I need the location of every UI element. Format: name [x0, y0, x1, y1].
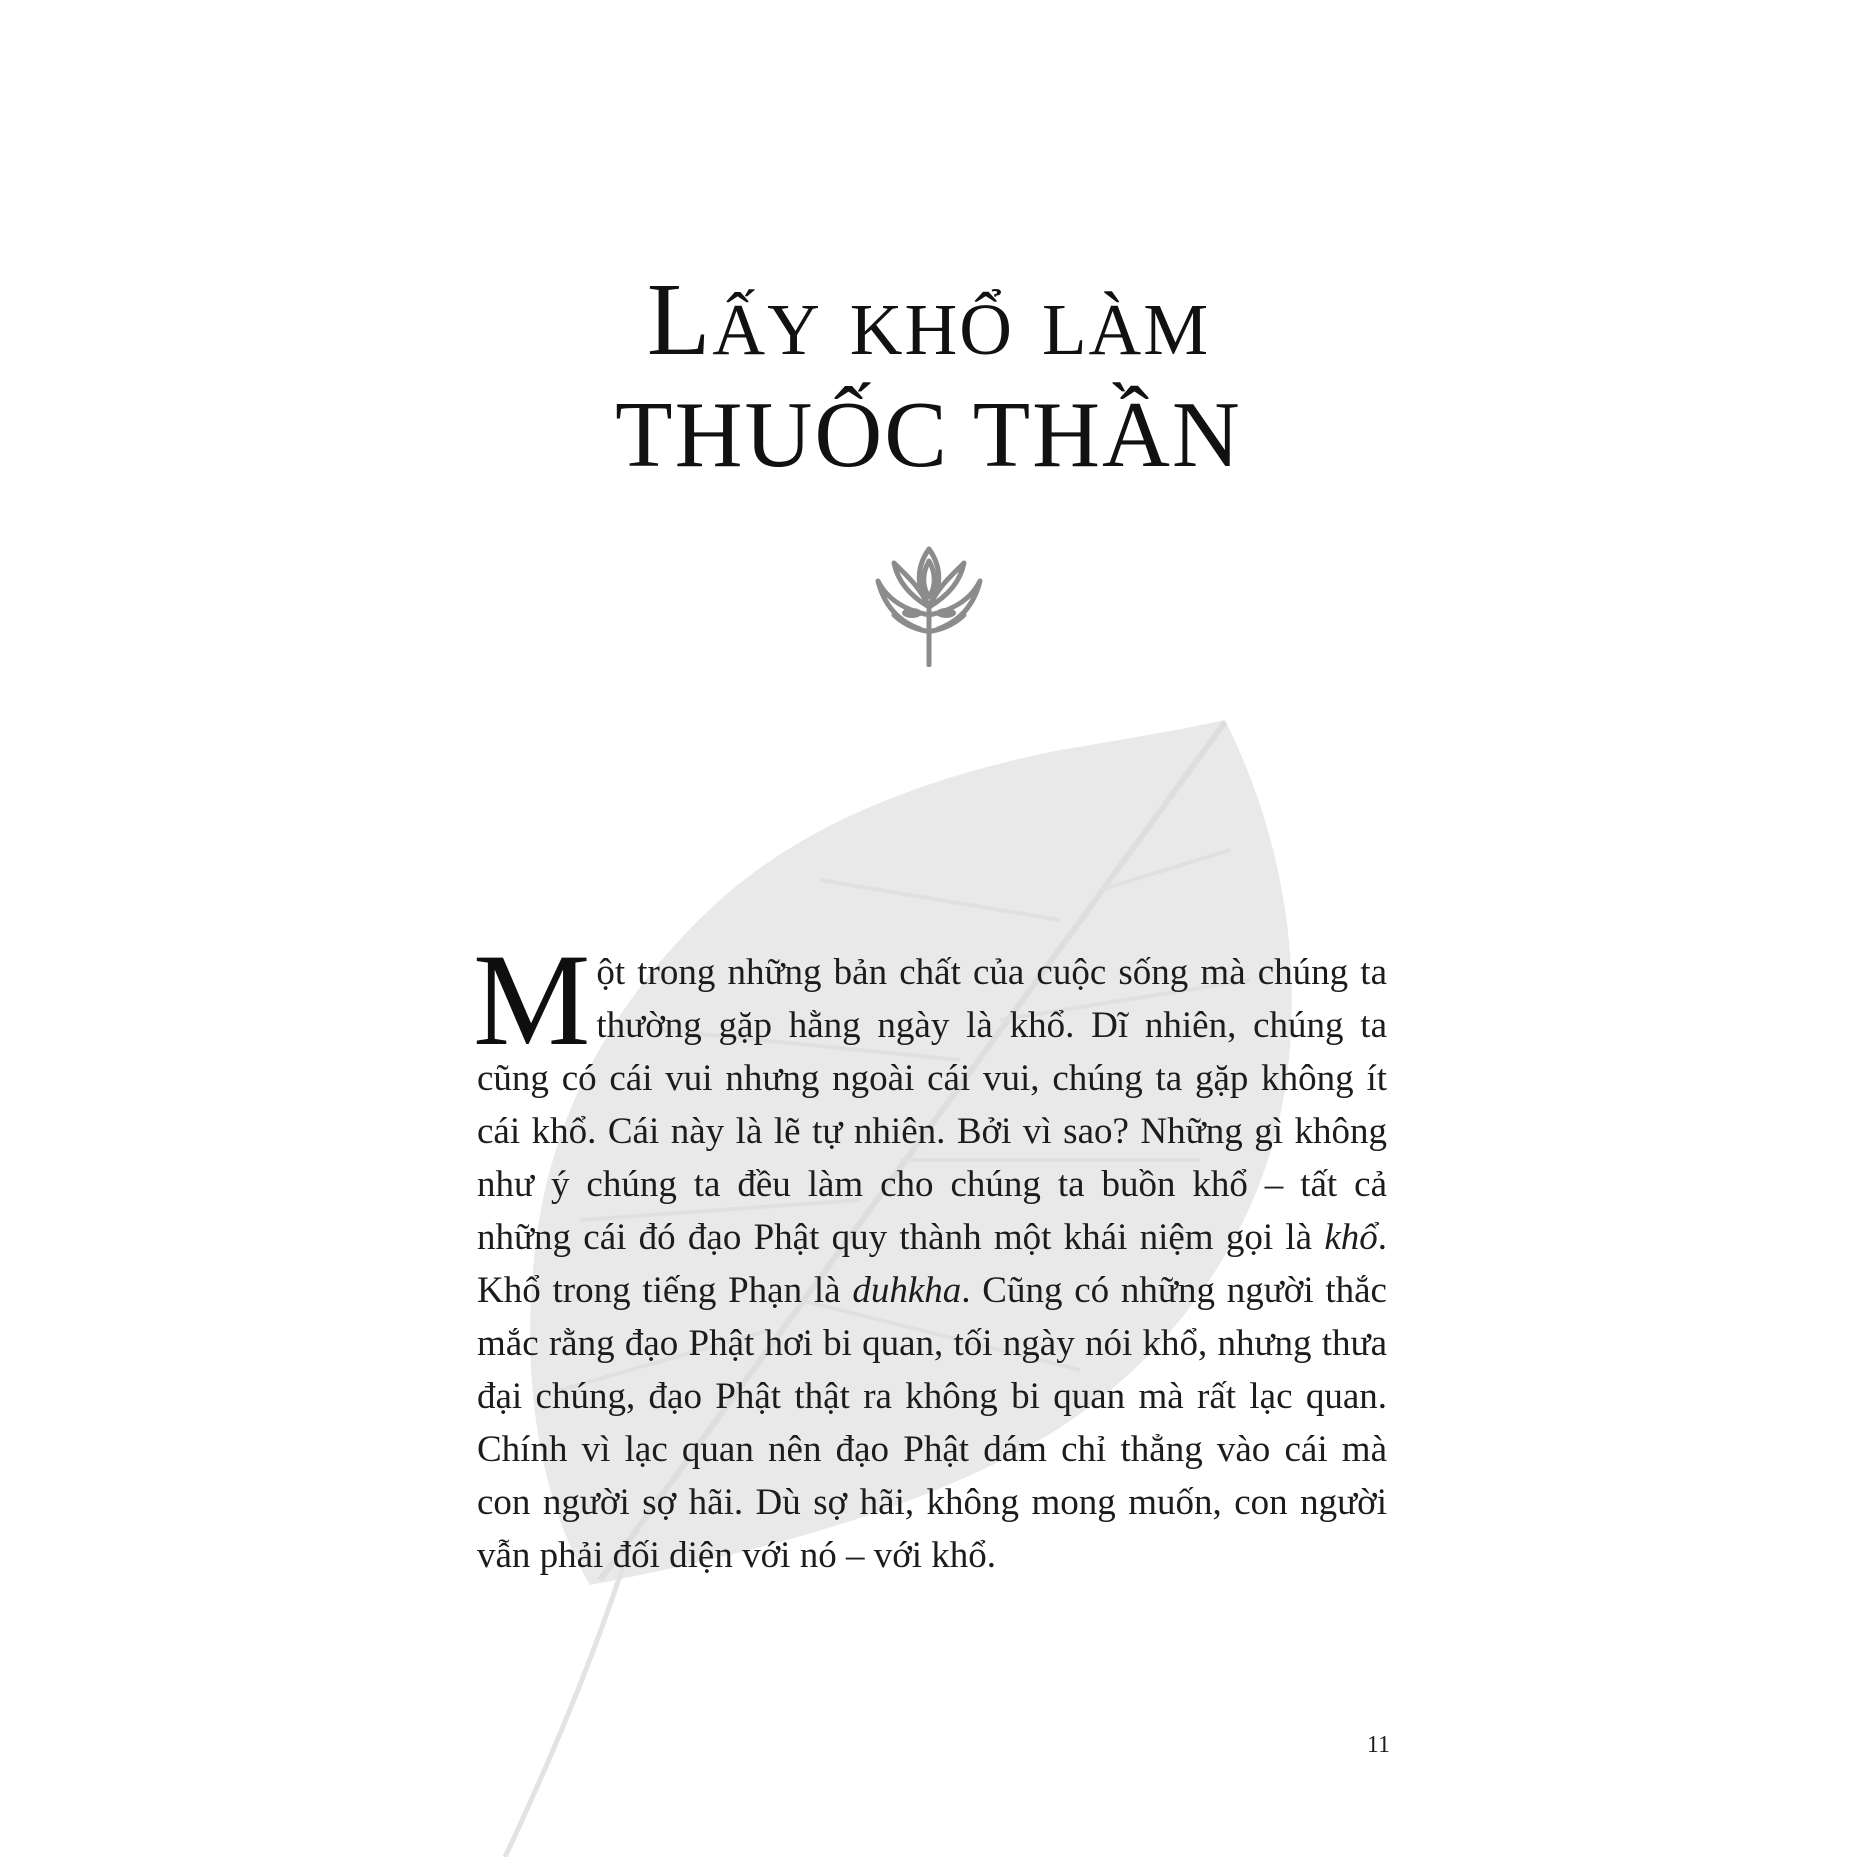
- chapter-title-line-1: Lấy khổ làm: [646, 262, 1211, 377]
- body-text-part-1: ột trong những bản chất của cuộc sống mà chúng ta thường gặp hằng ngày là khổ. Dĩ nhiên, chúng ta cũng có cái vui nhưng ngoài cái vui, chúng ta gặp không ít cái khổ. Cái này là lẽ tự nhiên. Bởi vì sao? Những gì không như ý chúng ta đều làm cho chúng ta buồn khổ – tất cả những cái đó đạo Phật quy thành một khái niệm gọi là: [477, 952, 1387, 1258]
- drop-cap: M: [473, 926, 591, 1073]
- term-duhkha: duhkha: [852, 1270, 962, 1311]
- chapter-body: [473, 926, 1387, 1582]
- chapter-title: [0, 262, 1857, 508]
- chapter-title-line-2: THUỐC THẦN: [615, 383, 1242, 487]
- body-text-part-2: . Khổ trong tiếng Phạn là: [477, 1217, 1387, 1311]
- term-kho: khổ: [1324, 1217, 1378, 1258]
- body-text-part-3: . Cũng có những người thắc mắc rằng đạo Phật hơi bi quan, tối ngày nói khổ, nhưng thưa đại chúng, đạo Phật thật ra không bi quan mà rất lạc quan. Chính vì lạc quan nên đạo Phật dám chỉ thẳng vào cái mà con người sợ hãi. Dù sợ hãi, không mong muốn, con người vẫn phải đối diện với nó – với khổ.: [477, 1270, 1387, 1576]
- lotus-icon: [872, 545, 986, 667]
- page-number: 11: [1366, 1732, 1390, 1758]
